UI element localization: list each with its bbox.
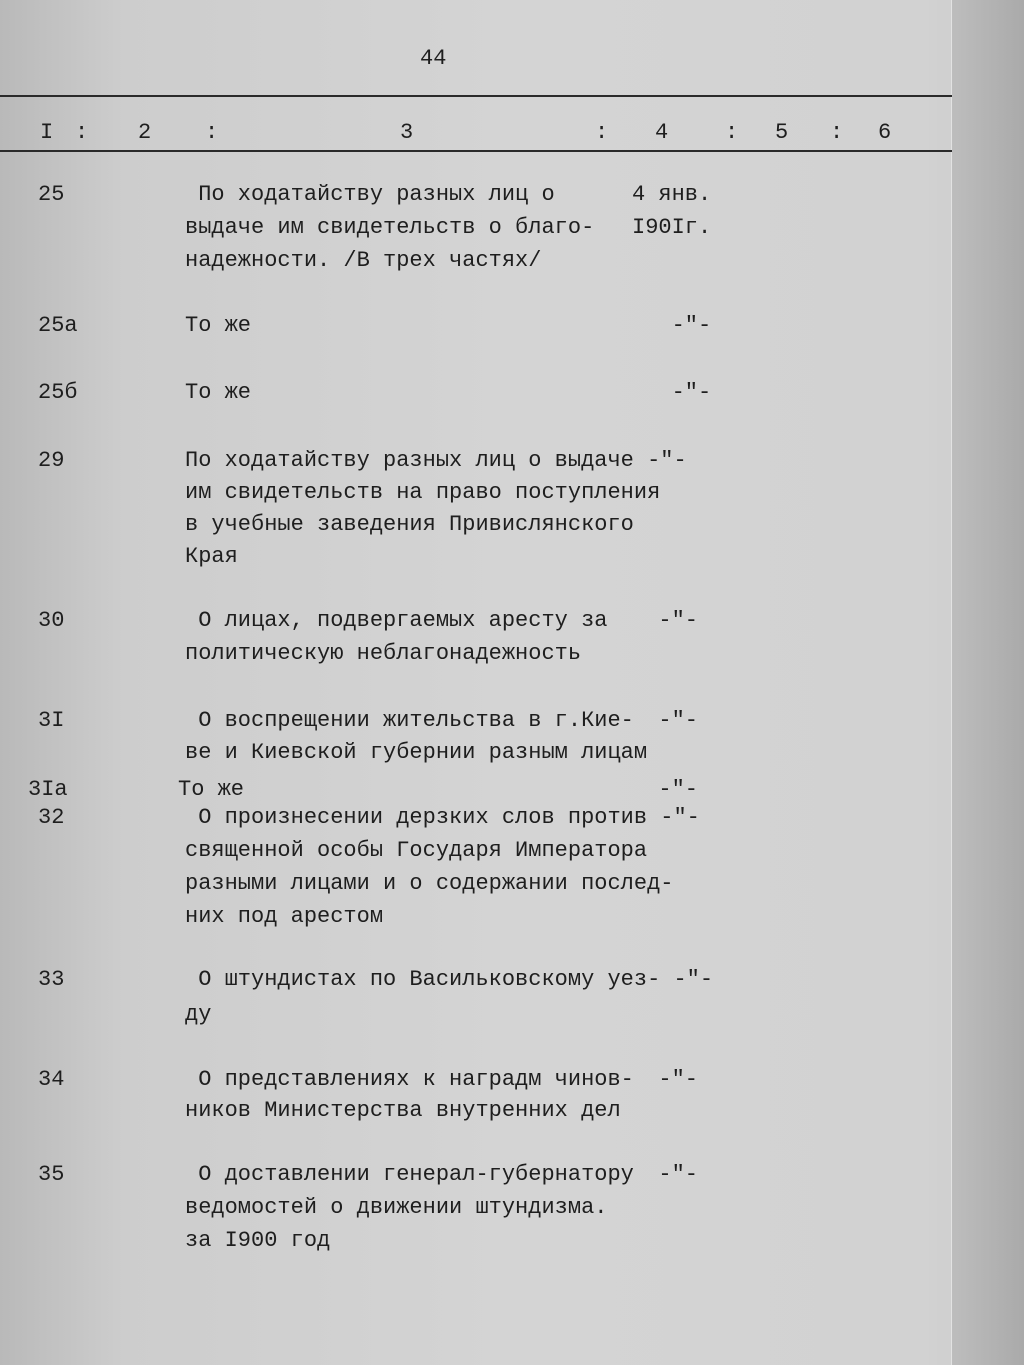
row-number: 3I [38, 708, 65, 733]
row-number: 25б [38, 380, 78, 405]
description-line: О воспрещении жительства в г.Кие- [185, 708, 634, 733]
column-header: 2 [138, 120, 152, 145]
next-page-edge [951, 0, 1024, 1365]
column-separator: : [595, 120, 609, 145]
description-line: То же [178, 777, 245, 802]
date-cell: -"- [632, 608, 699, 633]
row-number: 29 [38, 448, 65, 473]
row-number: 25а [38, 313, 78, 338]
row-number: 32 [38, 805, 65, 830]
description-line: надежности. /В трех частях/ [185, 248, 542, 273]
description-line: ников Министерства внутренних дел [185, 1098, 621, 1123]
date-cell: -"- [632, 313, 712, 338]
column-header: 6 [878, 120, 892, 145]
date-cell: -"- [632, 1067, 699, 1092]
date-cell: I90Iг. [632, 215, 712, 240]
date-cell: -"- [632, 380, 712, 405]
column-header: 3 [400, 120, 414, 145]
description-line: О лицах, подвергаемых аресту за [185, 608, 608, 633]
table-top-rule [0, 95, 952, 97]
description-line: за I900 год [185, 1228, 331, 1253]
description-line: О штундистах по Васильковскому уез- -"- [185, 967, 714, 992]
description-line: По ходатайству разных лиц о [185, 182, 555, 207]
description-line: То же [185, 313, 252, 338]
column-separator: : [205, 120, 219, 145]
description-line: По ходатайству разных лиц о выдаче -"- [185, 448, 687, 473]
row-number: 34 [38, 1067, 65, 1092]
description-line: О доставлении генерал-губернатору [185, 1162, 634, 1187]
date-cell: 4 янв. [632, 182, 712, 207]
description-line: разными лицами и о содержании послед- [185, 871, 674, 896]
description-line: им свидетельств на право поступления [185, 480, 661, 505]
description-line: ве и Киевской губернии разным лицам [185, 740, 648, 765]
row-number: 33 [38, 967, 65, 992]
row-number: 3Iа [28, 777, 68, 802]
description-line: То же [185, 380, 252, 405]
description-line: Края [185, 544, 238, 569]
column-separator: : [75, 120, 89, 145]
date-cell: -"- [632, 708, 699, 733]
description-line: ведомостей о движении штундизма. [185, 1195, 608, 1220]
description-line: в учебные заведения Привислянского [185, 512, 634, 537]
description-line: них под арестом [185, 904, 384, 929]
column-separator: : [725, 120, 739, 145]
row-number: 35 [38, 1162, 65, 1187]
date-cell: -"- [632, 1162, 699, 1187]
description-line: ду [185, 1002, 212, 1027]
row-number: 30 [38, 608, 65, 633]
description-line: священной особы Государя Императора [185, 838, 648, 863]
column-header: 4 [655, 120, 669, 145]
description-line: политическую неблагонадежность [185, 641, 582, 666]
date-cell: -"- [632, 777, 699, 802]
column-header: I [40, 120, 54, 145]
row-number: 25 [38, 182, 65, 207]
column-header: 5 [775, 120, 789, 145]
description-line: выдаче им свидетельств о благо- [185, 215, 595, 240]
table-header-rule [0, 150, 952, 152]
page-number: 44 [420, 46, 447, 71]
description-line: О представлениях к наградм чинов- [185, 1067, 634, 1092]
description-line: О произнесении дерзких слов против -"- [185, 805, 700, 830]
column-separator: : [830, 120, 844, 145]
